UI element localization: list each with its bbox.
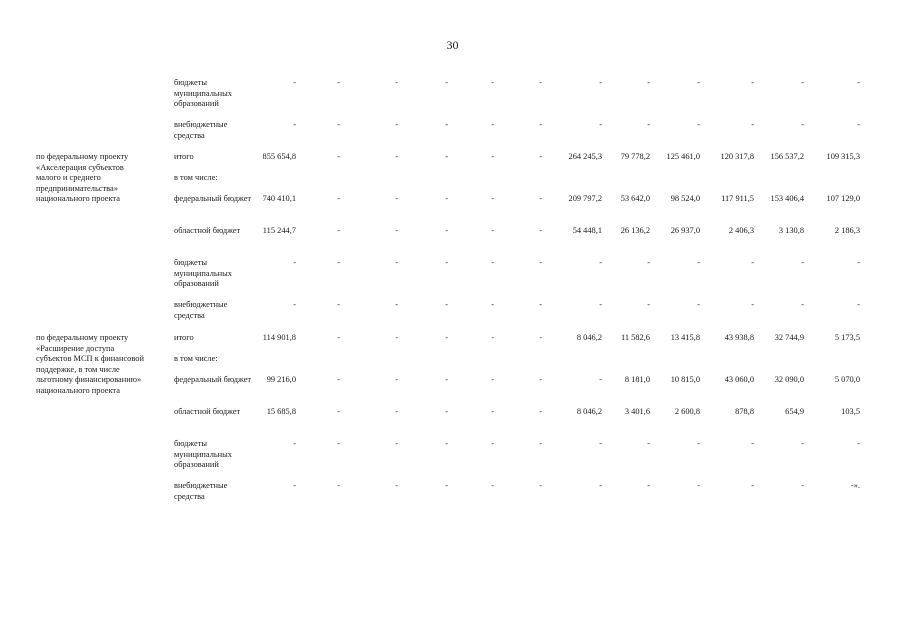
row-label: федеральный бюджет xyxy=(174,375,252,384)
row-label: в том числе: xyxy=(174,173,218,182)
cell-year: 10 815,0 xyxy=(670,375,700,384)
cell-year: - xyxy=(445,333,448,342)
cell-year: - xyxy=(857,120,860,129)
cell-year: - xyxy=(337,481,340,490)
cell-year: - xyxy=(337,194,340,203)
cell-year: - xyxy=(337,120,340,129)
table-row xyxy=(0,439,905,479)
cell-year: 54 448,1 xyxy=(572,226,602,235)
cell-year: - xyxy=(445,258,448,267)
cell-year: - xyxy=(445,375,448,384)
cell-year: 2 186,3 xyxy=(834,226,860,235)
cell-year: 2 600,8 xyxy=(674,407,700,416)
cell-year: - xyxy=(395,120,398,129)
cell-year: - xyxy=(647,300,650,309)
cell-year: - xyxy=(395,78,398,87)
cell-year: 878,8 xyxy=(735,407,754,416)
cell-total: - xyxy=(293,300,296,309)
cell-year: 43 060,0 xyxy=(724,375,754,384)
cell-year: - xyxy=(599,120,602,129)
cell-year: 654,9 xyxy=(785,407,804,416)
cell-year: 26 937,0 xyxy=(670,226,700,235)
cell-year: - xyxy=(801,120,804,129)
cell-total: - xyxy=(293,120,296,129)
cell-year: - xyxy=(647,120,650,129)
cell-year: - xyxy=(539,78,542,87)
table-row xyxy=(0,258,905,298)
cell-year: 5 070,0 xyxy=(834,375,860,384)
cell-year: - xyxy=(491,120,494,129)
cell-year: - xyxy=(491,258,494,267)
cell-year: - xyxy=(539,407,542,416)
cell-year: - xyxy=(697,439,700,448)
cell-year: - xyxy=(539,152,542,161)
cell-year: - xyxy=(857,439,860,448)
cell-year: - xyxy=(801,78,804,87)
cell-year: - xyxy=(445,78,448,87)
cell-total: - xyxy=(293,439,296,448)
row-label: внебюджетные средства xyxy=(174,481,228,501)
cell-year: - xyxy=(337,333,340,342)
row-label: областной бюджет xyxy=(174,226,241,235)
cell-total: - xyxy=(293,258,296,267)
cell-year: - xyxy=(491,439,494,448)
cell-year: 98 524,0 xyxy=(670,194,700,203)
cell-year: - xyxy=(801,481,804,490)
page-number: 30 xyxy=(446,38,459,52)
cell-year: - xyxy=(751,78,754,87)
cell-year: - xyxy=(491,333,494,342)
cell-year: - xyxy=(599,375,602,384)
cell-year: 8 046,2 xyxy=(576,407,602,416)
cell-year: 5 173,5 xyxy=(834,333,860,342)
row-label: внебюджетные средства xyxy=(174,120,228,140)
table-row xyxy=(0,78,905,118)
section-title: по федеральному проекту «Акселерация субъектов малого и среднего предпринимательства» национального проекта xyxy=(36,152,129,204)
table-row xyxy=(0,481,905,521)
row-label: федеральный бюджет xyxy=(174,194,252,203)
cell-year: - xyxy=(857,78,860,87)
cell-year: - xyxy=(337,152,340,161)
cell-year: - xyxy=(697,300,700,309)
cell-year: - xyxy=(445,152,448,161)
cell-year: 32 744,9 xyxy=(774,333,804,342)
cell-year: - xyxy=(445,300,448,309)
cell-total: 114 901,8 xyxy=(262,333,296,342)
cell-year: - xyxy=(491,152,494,161)
row-label: итого xyxy=(174,333,194,342)
cell-year: - xyxy=(337,226,340,235)
cell-year: - xyxy=(445,439,448,448)
cell-year: - xyxy=(445,407,448,416)
cell-year: 209 797,2 xyxy=(568,194,602,203)
cell-year: - xyxy=(337,78,340,87)
cell-year: 103,5 xyxy=(841,407,860,416)
cell-total: 15 685,8 xyxy=(266,407,296,416)
cell-total: 99 216,0 xyxy=(266,375,296,384)
cell-year: 125 461,0 xyxy=(666,152,700,161)
row-label: итого xyxy=(174,152,194,161)
cell-year: 13 415,8 xyxy=(670,333,700,342)
cell-year: - xyxy=(395,258,398,267)
cell-year: - xyxy=(491,226,494,235)
cell-year: - xyxy=(395,439,398,448)
row-label: бюджеты муниципальных образований xyxy=(174,78,232,109)
cell-year: - xyxy=(751,258,754,267)
cell-total: - xyxy=(293,481,296,490)
cell-year: - xyxy=(491,407,494,416)
cell-year: 264 245,3 xyxy=(568,152,602,161)
cell-year: - xyxy=(599,439,602,448)
cell-year: - xyxy=(445,481,448,490)
cell-year: - xyxy=(539,375,542,384)
cell-year: - xyxy=(395,407,398,416)
cell-year: - xyxy=(599,300,602,309)
cell-year: 2 406,3 xyxy=(728,226,754,235)
cell-year: 8 046,2 xyxy=(576,333,602,342)
cell-year: - xyxy=(539,481,542,490)
cell-total: 115 244,7 xyxy=(262,226,296,235)
cell-year: - xyxy=(697,258,700,267)
cell-year: - xyxy=(599,258,602,267)
section-title: по федеральному проекту «Расширение доступа субъектов МСП к финансовой поддержке, в том числе льготному финансированию» национального проекта xyxy=(36,333,144,395)
cell-year: - xyxy=(539,333,542,342)
cell-year: - xyxy=(395,226,398,235)
cell-year: - xyxy=(491,194,494,203)
cell-year: - xyxy=(539,258,542,267)
row-label: внебюджетные средства xyxy=(174,300,228,320)
cell-year: - xyxy=(539,300,542,309)
cell-year: 156 537,2 xyxy=(770,152,804,161)
cell-year: 11 582,6 xyxy=(620,333,650,342)
cell-year: - xyxy=(857,300,860,309)
cell-year: 117 911,5 xyxy=(721,194,754,203)
cell-total: - xyxy=(293,78,296,87)
cell-year: - xyxy=(539,120,542,129)
cell-year: - xyxy=(491,78,494,87)
cell-year: - xyxy=(337,407,340,416)
cell-year: - xyxy=(647,481,650,490)
cell-year: - xyxy=(801,258,804,267)
cell-year: 153 406,4 xyxy=(770,194,804,203)
cell-year: - xyxy=(697,120,700,129)
cell-year: - xyxy=(801,300,804,309)
cell-year: 120 317,8 xyxy=(720,152,754,161)
cell-year: - xyxy=(697,481,700,490)
cell-year: 43 938,8 xyxy=(724,333,754,342)
cell-year: - xyxy=(445,120,448,129)
cell-year: - xyxy=(751,120,754,129)
cell-year: - xyxy=(599,481,602,490)
row-label: бюджеты муниципальных образований xyxy=(174,439,232,470)
cell-year: - xyxy=(539,226,542,235)
cell-year: - xyxy=(751,300,754,309)
cell-year: - xyxy=(337,439,340,448)
cell-year: - xyxy=(395,152,398,161)
cell-year: 32 090,0 xyxy=(774,375,804,384)
cell-year: - xyxy=(445,226,448,235)
cell-year: - xyxy=(539,439,542,448)
cell-year: - xyxy=(337,375,340,384)
cell-year: - xyxy=(491,481,494,490)
cell-year: 53 642,0 xyxy=(620,194,650,203)
cell-year: - xyxy=(647,78,650,87)
cell-total: 855 654,8 xyxy=(262,152,296,161)
cell-year: - xyxy=(801,439,804,448)
cell-year: - xyxy=(539,194,542,203)
cell-year: 3 130,8 xyxy=(778,226,804,235)
cell-year: - xyxy=(395,333,398,342)
cell-year: 109 315,3 xyxy=(826,152,860,161)
cell-year: - xyxy=(337,300,340,309)
cell-year: - xyxy=(445,194,448,203)
row-label: бюджеты муниципальных образований xyxy=(174,258,232,289)
cell-year: -». xyxy=(850,481,860,490)
row-label: областной бюджет xyxy=(174,407,241,416)
cell-year: - xyxy=(647,258,650,267)
cell-year: - xyxy=(395,194,398,203)
cell-year: - xyxy=(599,78,602,87)
cell-year: 26 136,2 xyxy=(620,226,650,235)
cell-year: - xyxy=(857,258,860,267)
cell-year: 107 129,0 xyxy=(826,194,860,203)
cell-year: - xyxy=(697,78,700,87)
cell-year: - xyxy=(337,258,340,267)
cell-total: 740 410,1 xyxy=(262,194,296,203)
cell-year: - xyxy=(395,481,398,490)
cell-year: - xyxy=(751,481,754,490)
cell-year: - xyxy=(395,300,398,309)
row-label: в том числе: xyxy=(174,354,218,363)
cell-year: - xyxy=(491,300,494,309)
cell-year: - xyxy=(395,375,398,384)
cell-year: 79 778,2 xyxy=(620,152,650,161)
cell-year: - xyxy=(647,439,650,448)
cell-year: 8 181,0 xyxy=(624,375,650,384)
cell-year: - xyxy=(751,439,754,448)
cell-year: 3 401,6 xyxy=(624,407,650,416)
cell-year: - xyxy=(491,375,494,384)
